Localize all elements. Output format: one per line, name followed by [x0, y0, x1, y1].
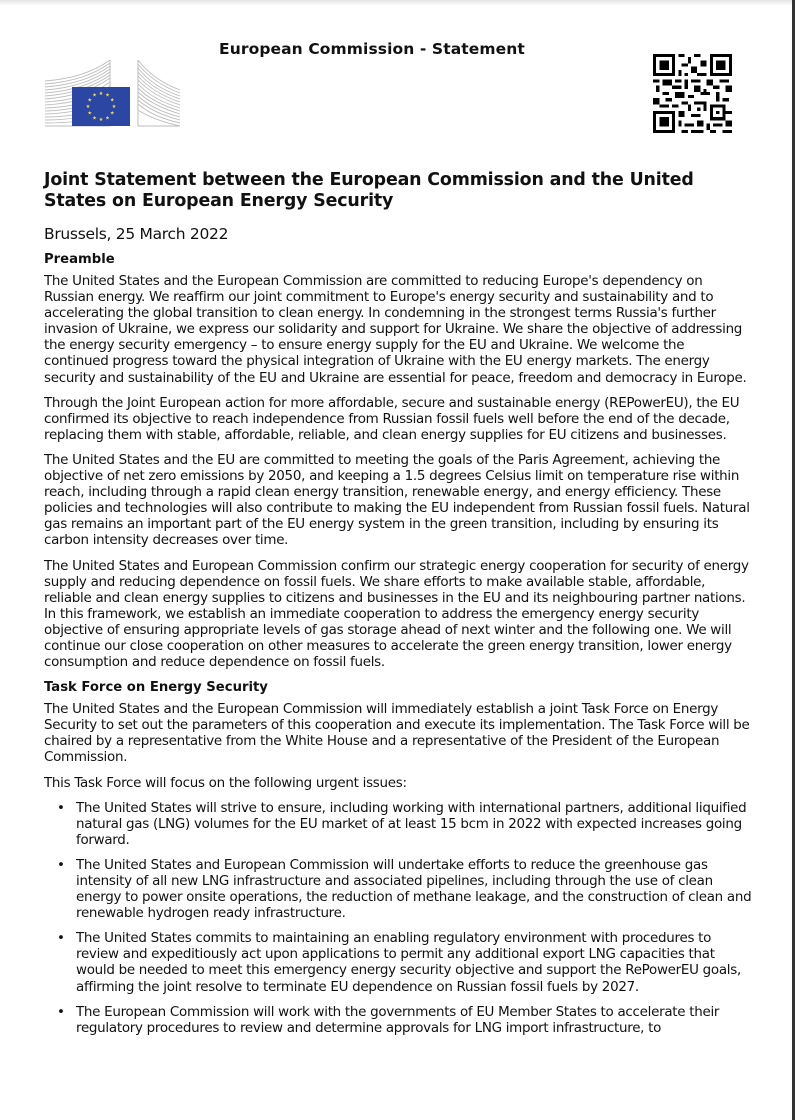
list-item-text: The United States commits to maintaining an enabling regulatory environment with procedures to review and expeditiously act upon applications to permit any additional export LNG capacities that would be needed to meet this emergency energy security objective and support the RePowerEU goals, affirming the joint resolve to terminate EU dependence on Russian fossil fuels by 2027. — [76, 931, 741, 995]
paragraph: The United States and European Commission confirm our strategic energy cooperation for security of energy supply and reducing dependence on fossil fuels. We share efforts to make available stable, affordable, reliable and clean energy supplies to citizens and businesses in the EU and its neighbouring partner nations. In this framework, we establish an immediate cooperation to address the emergency energy security objective of ensuring appropriate levels of gas storage ahead of next winter and the following one. We will continue our close cooperation on other measures to accelerate the green energy transition, lower energy consumption and reduce dependence on fossil fuels. — [44, 558, 749, 671]
bullet-icon: • — [57, 800, 65, 816]
list-item — [44, 931, 752, 995]
svg-text:★: ★ — [111, 104, 117, 110]
svg-text:★: ★ — [110, 97, 115, 104]
paragraph: The United States and the European Commission will immediately establish a joint Task Force on Energy Security to set out the parameters of this cooperation and execute its implementation. The Task Force will be chaired by a representative from the White House and a representative of the President of the European Commission. — [44, 702, 750, 766]
svg-text:★: ★ — [85, 104, 91, 110]
european-commission-logo-icon — [45, 60, 180, 127]
list-item-text: The European Commission will work with the governments of EU Member States to accelerate their regulatory procedures to review and determine approvals for LNG import infrastructure, to — [76, 1004, 720, 1036]
document-body — [44, 170, 752, 1046]
qr-code-icon[interactable] — [653, 54, 732, 133]
list-item-text: The United States and European Commission will undertake efforts to reduce the greenhouse gas intensity of all new LNG infrastructure and associated pipelines, including through the use of clean energy to power onsite operations, the reduction of methane leakage, and the construction of clean and renewable hydrogen ready infrastructure. — [76, 857, 752, 922]
paragraph: The United States and the EU are committed to meeting the goals of the Paris Agreement, achieving the objective of net zero emissions by 2050, and keeping a 1.5 degrees Celsius limit on temperature rise within reach, including through a rapid clean energy transition, renewable energy, and energy efficiency. These policies and technologies will also contribute to making the EU independent from Russian fossil fuels. Natural gas remains an important part of the EU energy system in the green transition, including by ensuring its carbon intensity decreases over time. — [44, 452, 750, 549]
paragraph: The United States and the European Commission are committed to reducing Europe's dependency on Russian energy. We reaffirm our joint commitment to Europe's energy security and sustainability and to accelerating the global transition to clean energy. In condemning in the strongest terms Russia's further invasion of Ukraine, we express our solidarity and support for Ukraine. We share the objective of addressing the energy security emergency – to ensure energy supply for the EU and Ukraine. We welcome the continued progress toward the physical integration of Ukraine with the EU energy markets. The energy security and sustainability of the EU and Ukraine are essential for peace, freedom and democracy in Europe. — [44, 274, 747, 386]
list-item-text: The United States will strive to ensure, including working with international partners, additional liquified natural gas (LNG) volumes for the EU market of at least 15 bcm in 2022 with expected increases going forward. — [76, 800, 747, 848]
svg-text:★: ★ — [92, 115, 97, 122]
svg-text:★: ★ — [87, 97, 92, 104]
urgent-issues-list — [44, 801, 752, 1037]
svg-text:★: ★ — [98, 91, 104, 97]
list-item — [44, 858, 752, 922]
svg-text:★: ★ — [98, 117, 104, 123]
svg-text:★: ★ — [105, 115, 110, 122]
paragraph: Through the Joint European action for more affordable, secure and sustainable energy (REPowerEU), the EU confirmed its objective to reach independence from Russian fossil fuels well before the end of the decade, replacing them with stable, affordable, reliable, and clean energy supplies for EU citizens and businesses. — [44, 395, 740, 443]
section-heading-task-force: Task Force on Energy Security — [44, 680, 268, 696]
list-item — [44, 801, 752, 849]
svg-text:★: ★ — [92, 92, 97, 99]
section-heading-preamble: Preamble — [44, 252, 115, 267]
bullet-icon: • — [57, 857, 65, 873]
bullet-icon: • — [57, 931, 65, 947]
list-item — [44, 1005, 752, 1037]
document-date: Brussels, 25 March 2022 — [44, 225, 229, 243]
document-title: Joint Statement between the European Commission and the United States on European Energy Security — [44, 170, 694, 211]
svg-text:★: ★ — [110, 110, 115, 117]
bullet-icon: • — [57, 1004, 65, 1020]
svg-text:★: ★ — [105, 92, 110, 99]
header-title: European Commission - Statement — [219, 40, 525, 58]
svg-text:★: ★ — [87, 110, 92, 117]
page-top-shadow — [0, 0, 795, 6]
paragraph: This Task Force will focus on the following urgent issues: — [44, 775, 407, 791]
